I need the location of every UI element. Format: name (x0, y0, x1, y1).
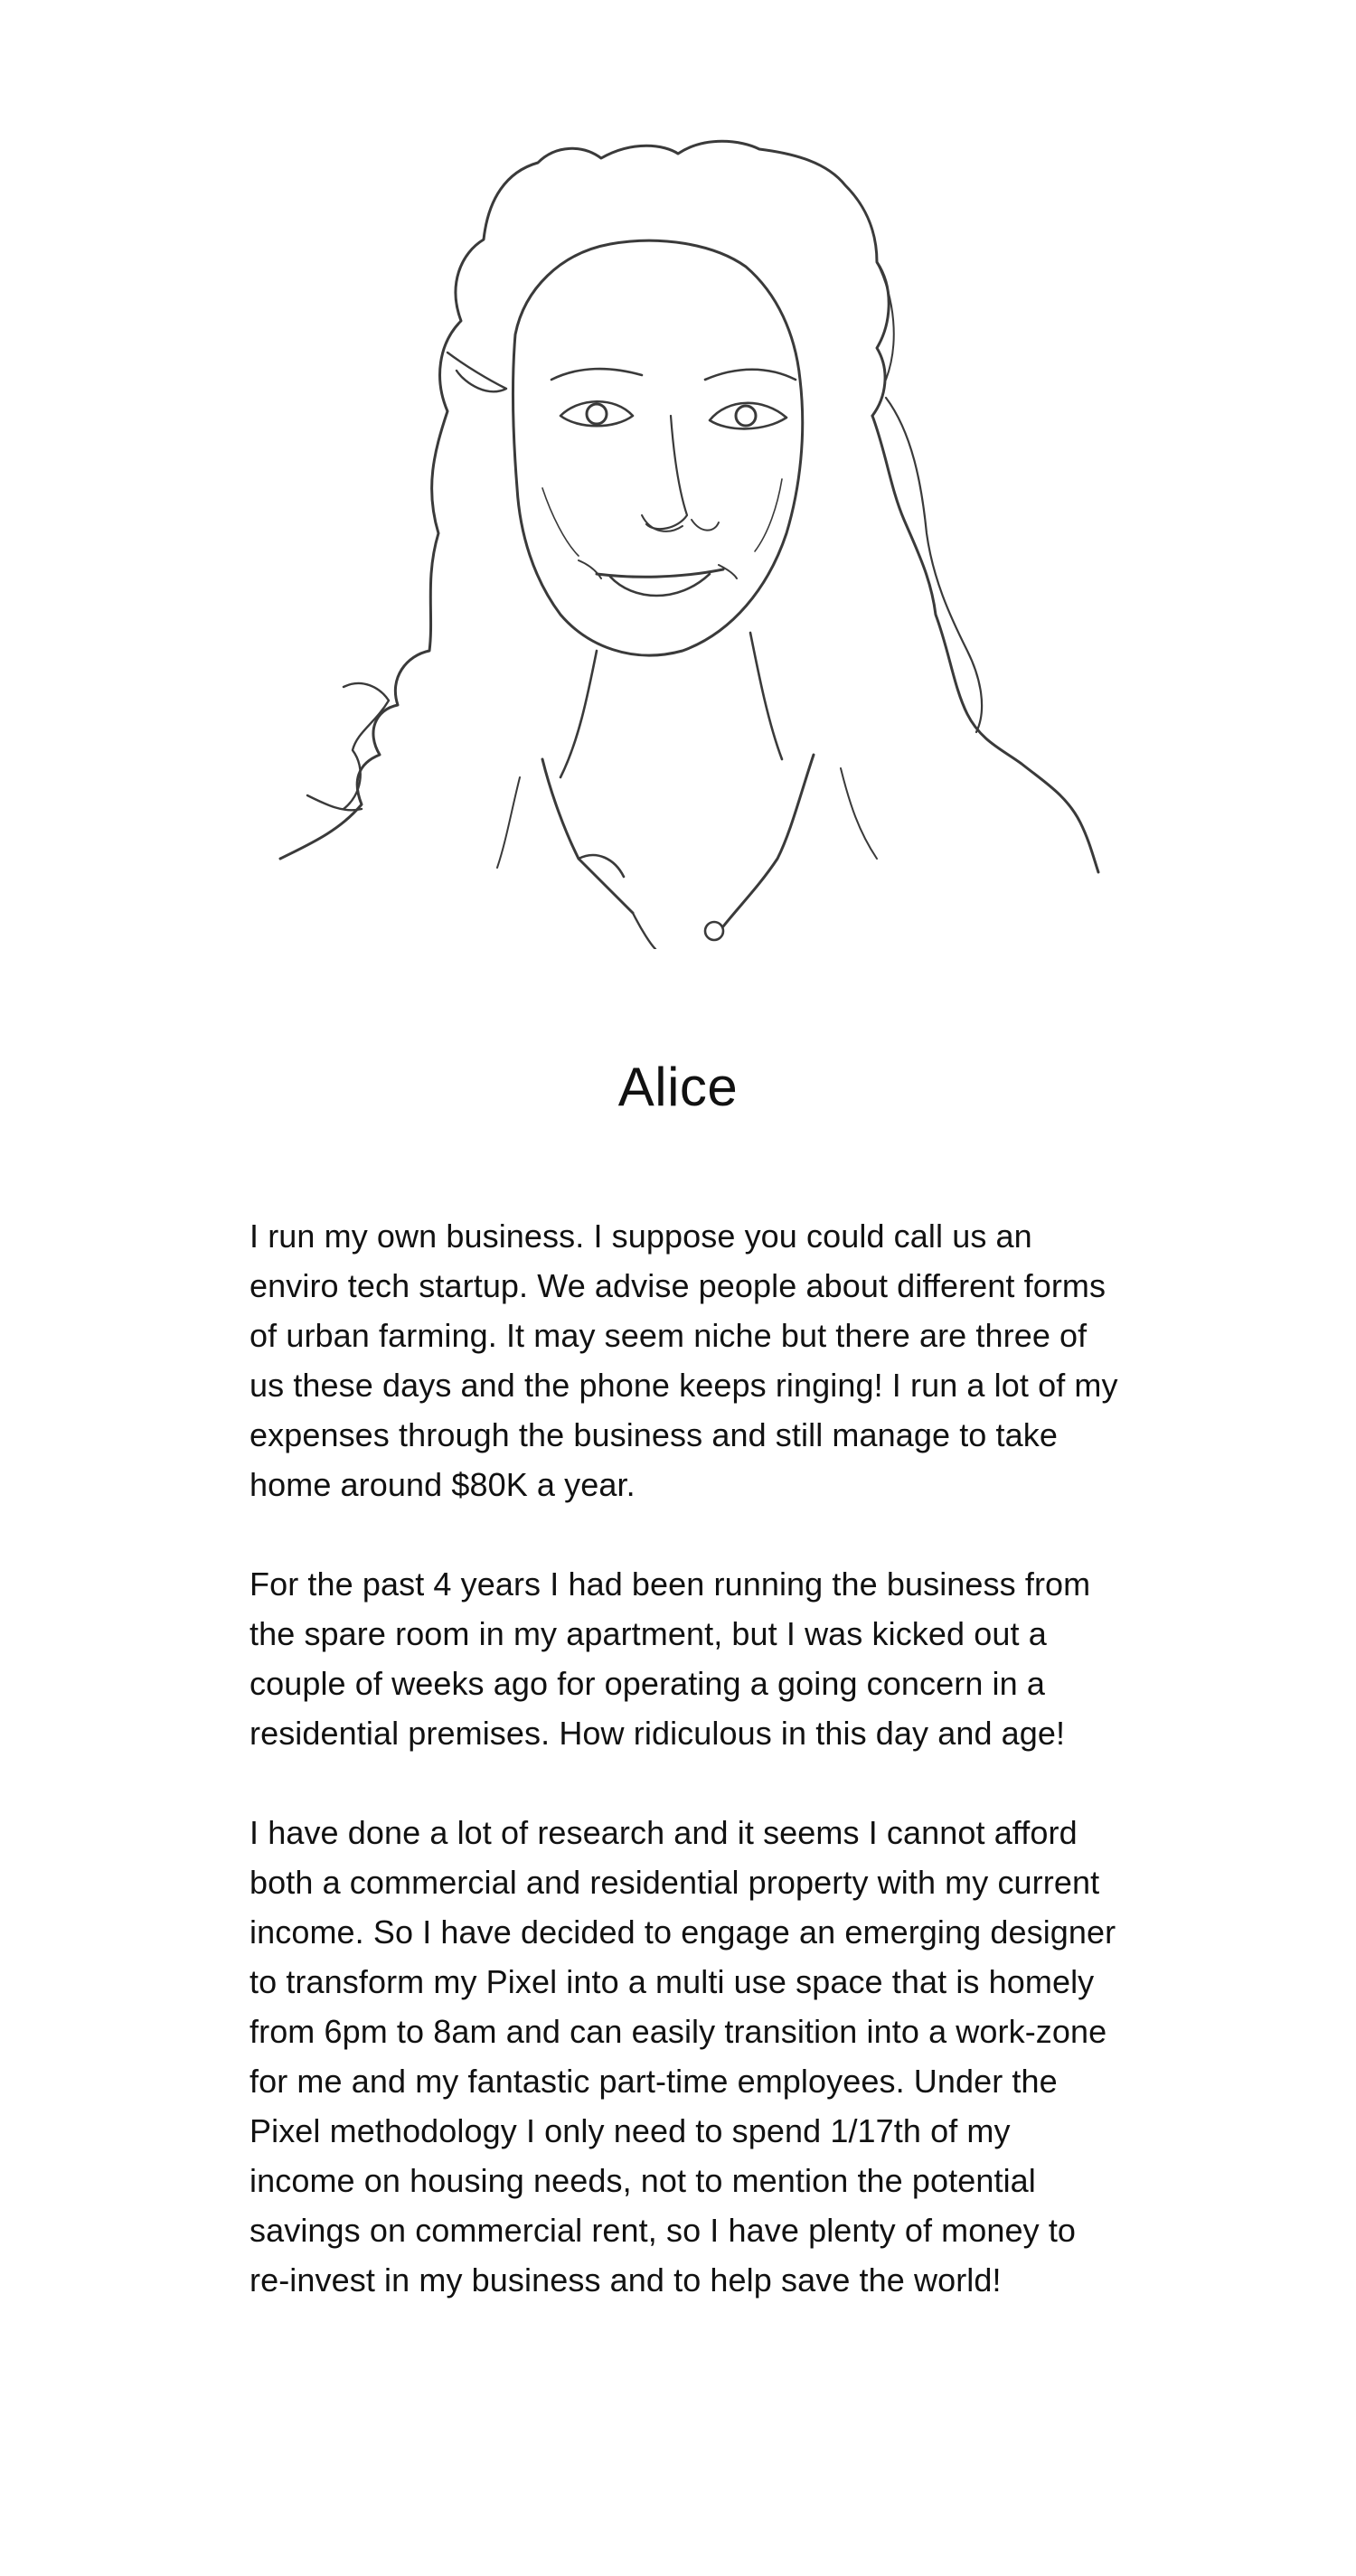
bio-paragraph: For the past 4 years I had been running the business from the spare room in my apartment, but I was kicked out a couple of weeks ago for operating a going concern in a residential premises. How ridiculous in this day and age! (250, 1565, 1091, 1752)
profile-name: Alice (617, 1057, 739, 1117)
profile-bio (250, 1211, 1123, 2355)
portrait-sketch (253, 108, 1121, 949)
bio-paragraph: I run my own business. I suppose you could call us an enviro tech startup. We advise people about different forms of urban farming. It may seem niche but there are three of us these days and the phone keeps ringing! I run a lot of my expenses through the business and still manage to take home around $80K a year. (250, 1217, 1118, 1503)
bio-paragraph: I have done a lot of research and it seems I cannot afford both a commercial and residential property with my current income. So I have decided to engage an emerging designer to transform my Pixel into a multi use space that is homely from 6pm to 8am and can easily transition into a work-zone for me and my fantastic part-time employees. Under the Pixel methodology I only need to spend 1/17th of my income on housing needs, not to mention the potential savings on commercial rent, so I have plenty of money to re-invest in my business and to help save the world! (250, 1814, 1116, 2299)
pencil-sketch-portrait-icon (253, 108, 1121, 949)
